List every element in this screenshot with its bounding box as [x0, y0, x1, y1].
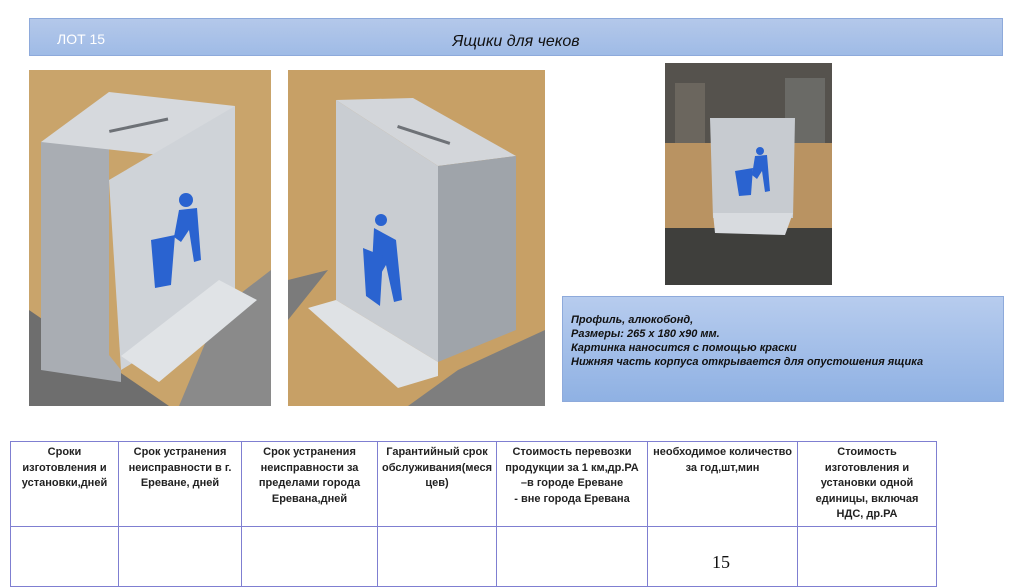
product-description-box	[562, 296, 1004, 402]
header-cell: Стоимость изготовления и установки одной единицы, включая НДС, др.РА	[798, 442, 937, 527]
description-line: Нижняя часть корпуса открывается для опустошения ящика	[571, 356, 924, 368]
product-photo-workshop	[665, 63, 832, 285]
header-cell: Срок устранения неисправности за пределами города Еревана,дней	[242, 442, 378, 527]
table-cell	[378, 526, 497, 586]
table-cell	[11, 526, 119, 586]
table-cell	[798, 526, 937, 586]
description-line: Размеры: 265 x 180 x90 мм.	[571, 328, 720, 340]
table-cell	[242, 526, 378, 586]
product-photo-front	[29, 70, 271, 406]
table-row	[11, 526, 937, 586]
lot-number: ЛОТ 15	[57, 31, 106, 47]
header-cell: необходимое количество за год,шт,мин	[648, 442, 798, 527]
header-cell: Срок устранения неисправности в г. Ереване, дней	[119, 442, 242, 527]
table-cell	[119, 526, 242, 586]
lot-header	[29, 18, 1003, 56]
page-number: 15	[712, 552, 730, 572]
description-line: Профиль, алюкобонд,	[571, 314, 694, 326]
description-line: Картинка наносится с помощью краски	[571, 342, 797, 354]
header-cell: Стоимость перевозки продукции за 1 км,др.РА –в городе Ереване - вне города Еревана	[497, 442, 648, 527]
product-photo-side	[288, 70, 545, 406]
table-cell	[497, 526, 648, 586]
header-cell: Сроки изготовления и установки,дней	[11, 442, 119, 527]
header-cell: Гарантийный срок обслуживания(меся цев)	[378, 442, 497, 527]
page-title: Ящики для чеков	[452, 33, 580, 50]
specs-table	[10, 441, 937, 587]
table-header-row	[11, 442, 937, 527]
